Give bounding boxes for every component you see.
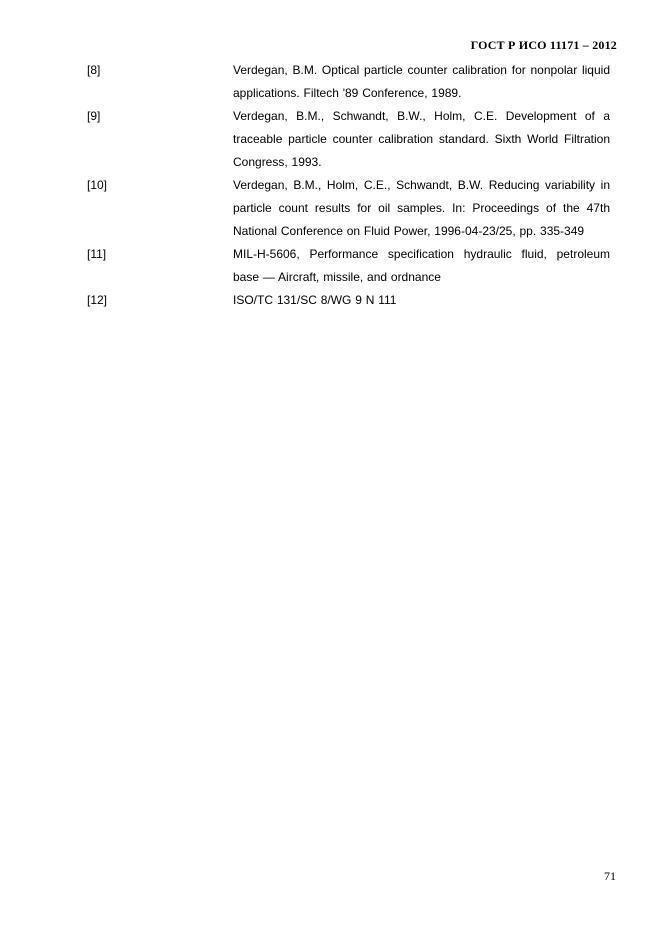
- bibliography-entry: [0, 105, 661, 174]
- bibliography-list: [0, 59, 661, 312]
- bibliography-entry: [0, 289, 661, 312]
- document-header-title: ГОСТ Р ИСО 11171 – 2012: [470, 38, 617, 52]
- reference-text: Verdegan, B.M., Holm, C.E., Schwandt, B.W. Reducing variability in particle count results for oil samples. In: Proceedings of the 47th National Conference on Fluid Power, 1996-04-23/25, pp. 335-349: [233, 178, 610, 238]
- reference-number: [8]: [87, 63, 101, 77]
- reference-number: [12]: [87, 293, 108, 307]
- reference-number: [11]: [87, 247, 107, 261]
- reference-text: MIL-H-5606, Performance specification hydraulic fluid, petroleum base — Aircraft, missile, and ordnance: [233, 247, 610, 284]
- reference-text: Verdegan, B.M., Schwandt, B.W., Holm, C.E. Development of a traceable particle counter calibration standard. Sixth World Filtration Congress, 1993.: [233, 109, 610, 169]
- bibliography-entry: [0, 59, 661, 105]
- reference-text: Verdegan, B.M. Optical particle counter calibration for nonpolar liquid applications. Filtech '89 Conference, 1989.: [233, 63, 610, 100]
- reference-text: ISO/TC 131/SC 8/WG 9 N 111: [233, 293, 397, 307]
- bibliography-entry: [0, 174, 661, 243]
- page-number: 71: [604, 869, 616, 883]
- reference-number: [10]: [87, 178, 108, 192]
- reference-number: [9]: [87, 109, 101, 123]
- bibliography-entry: [0, 243, 661, 289]
